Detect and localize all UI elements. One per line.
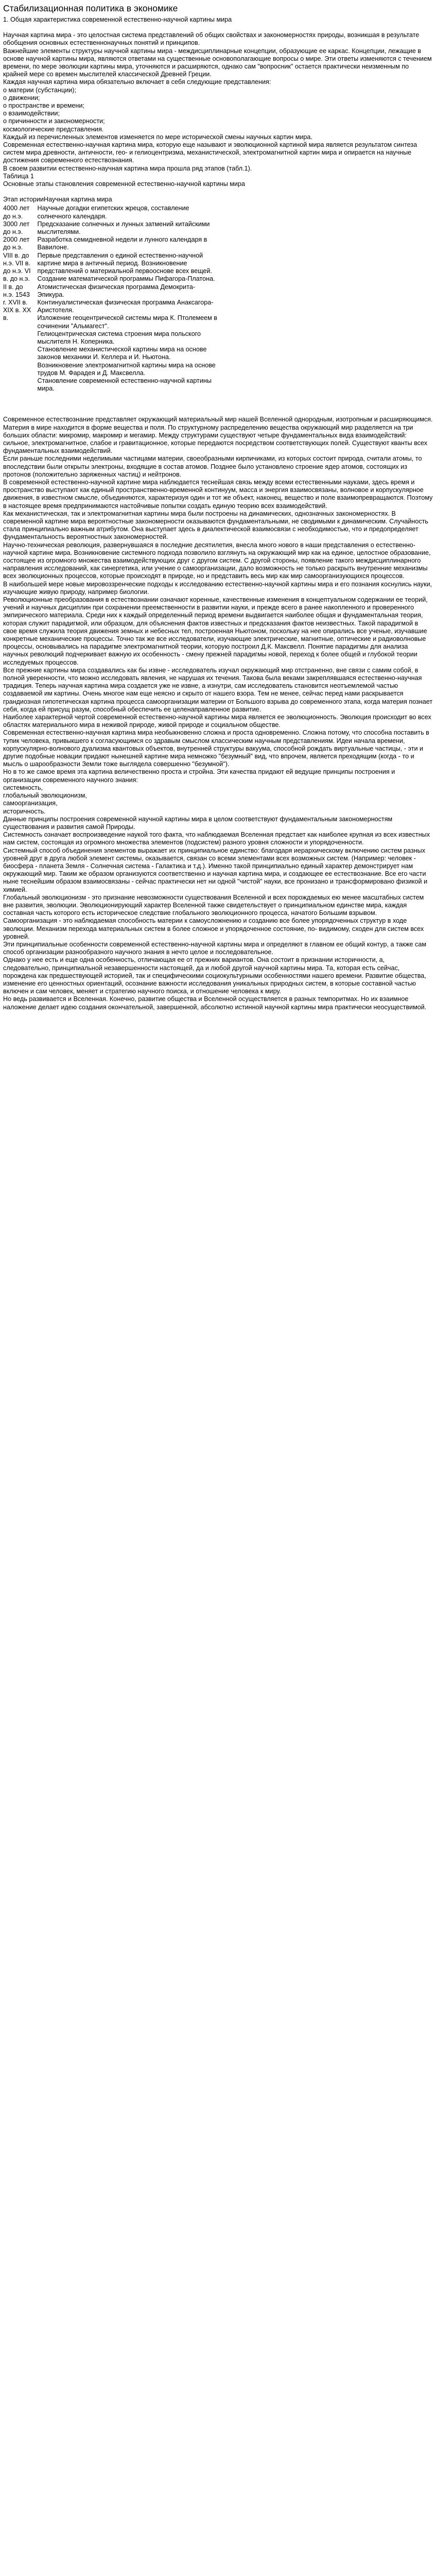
intro-paragraph: Научная картина мира - это целостная система представлений об общих свойствах и закономерностях природы, возникшая в результате обобщения основных естественнонаучных понятий и принципов. — [3, 31, 420, 47]
body-paragraph: Как механистическая, так и электромагнитная картины мира были построены на динамических, однозначных закономерностях. В современной картине мира вероятностные закономерности оказываются фундаментальными, не сводимыми к динамическим. Случайность стала принципиально важным атрибутом. Она выступает здесь в диалектической взаимосвязи с необходимостью, что и предопределяет фундаментальность вероятностных закономерностей. — [3, 510, 428, 541]
intro-paragraph: Каждая научная картина мира обязательно включает в себя следующие представления: — [3, 78, 271, 86]
intro-list-item: космологические представления. — [3, 125, 104, 133]
body-paragraph: Системность означает воспроизведение наукой того факта, что наблюдаемая Вселенная предстает как наиболее крупная из всех известных нам систем, состоящая из огромного множества элементов (подсистем) разного уровня сложности и упорядоченности. — [3, 831, 430, 846]
table-cell-dates: 4000 лет до н.э. 3000 лет до н.э. 2000 лет до н.э. VIII в. до н.э. VII в. до н.э. VI в. до н.э. II в. до н.э. 1543 г. XVII в. XIX в. XX в. — [3, 205, 31, 322]
table-cell-items — [38, 205, 219, 393]
list-item: Становление современной естественно-научной картины мира. — [37, 377, 212, 393]
list-item: Гелиоцентрическая система строения мира польского мыслителя Н. Коперника. — [37, 330, 201, 345]
intro-paragraph: Каждый из перечисленных элементов изменяется по мере исторической смены научных картин мира. — [3, 133, 312, 141]
body-paragraph: Системный способ объединения элементов выражает их принципиальное единство: благодаря иерархическому включению систем разных уровней друг в друга любой элемент системы, оказывается, связан со всеми элементами всех возможных систем. (Например: человек - биосфера - планета Земля - Солнечная система - Галактика и т.д.). Именно такой принципиально единый характер демонстрирует нам окружающий мир. Таким же образом организуются соответственно и научная картина мира, и создающее ее естествознание. Все его части ныне теснейшим образом взаимосвязаны - сейчас практически нет ни одной "чистой" науки, все пронизано и трансформировано физикой и химией. — [3, 846, 428, 893]
body-paragraph: Данные принципы построения современной научной картины мира в целом соответствуют фундаментальным закономерностям существования и развития самой Природы. — [3, 815, 393, 831]
body-list-item: системность, — [3, 784, 43, 791]
table-header: Этап историиНаучная картина мира — [3, 196, 112, 204]
body-paragraph: Научно-техническая революция, развернувшаяся в последние десятилетия, внесла много нового в наши представления о естественно-научной картине мира. Возникновение системного подхода позволило взглянуть на окружающий мир как на единое, целостное образование, состоящее из огромного множества взаимодействующих друг с другом систем. С другой стороны, появление такого междисциплинарного направления исследований, как синергетика, или учение о самоорганизации, дало возможность не только раскрыть внутренние механизмы всех эволюционных процессов, которые происходят в природе, но и представить весь мир как мир самоорганизующихся процессов. — [3, 541, 431, 580]
body-paragraph: В наибольшей мере новые мировоззренческие подходы к исследованию естественно-научной картины мира и его познания коснулись науки, изучающие живую природу, например биологии. — [3, 580, 432, 596]
spacer — [3, 408, 433, 416]
list-item: Изложение геоцентрической системы мира К. Птолемеем в сочинении "Альмагест". — [37, 314, 217, 330]
list-item: Научные догадки египетских жрецов, составление солнечного календаря. — [37, 205, 189, 220]
list-item: Создание математической программы Пифагора-Платона. — [37, 275, 215, 283]
list-item: Атомистическая физическая программа Демокрита-Эпикура. — [37, 283, 196, 298]
page-title: Стабилизационная политика в экономике — [3, 3, 178, 13]
body-paragraph: Революционные преобразования в естествознании означают коренные, качественные изменения в концептуальном содержании ее теорий, учений и научных дисциплин при сохранении преемственности в развитии науки, и прежде всего в ранее накопленного и проверенного эмпирического материала. Среди них к каждый определенный период времени выдвигается наиболее общая и фундаментальная теория, которая служит парадигмой, или образцом, для объяснения фактов известных и предсказания фактов неизвестных. Такой парадигмой в свое время служила теория движения земных и небесных тел, построенная Ньютоном, поскольку на нее опирались все ученые, изучавшие конкретные механические процессы. Точно так же все исследователи, изучающие электрические, магнитные, оптические и радиоволновые процессы, основывались на парадигме электромагнитной теории, которую построил Д.К. Максвелл. Понятие парадигмы для анализа научных революций подчеркивает важную их особенность - смену прежней парадигмы новой, переход к более общей и глубокой теории исследуемых процессов. — [3, 596, 428, 666]
intro-paragraph: Современная естественно-научная картина мира, которую еще называют и эволюционной картиной мира является результатом синтеза систем мира древности, античности, гео- и гелиоцентризма, механистической, электромагнитной картин мира и опирается на научные достижения современного естествознания. — [3, 141, 417, 164]
list-item: Континуалистическая физическая программа Анаксагора-Аристотеля. — [37, 298, 214, 314]
body-list-item: самоорганизация, — [3, 800, 58, 807]
intro-paragraph: В своем развитии естественно-научная картина мира прошла ряд этапов (табл.1). — [3, 164, 252, 172]
spacer — [3, 393, 433, 400]
stages-table — [3, 205, 219, 393]
table-row — [3, 205, 219, 393]
body-paragraph: Если раньше последними неделимыми частицами материи, своеобразными кирпичиками, из которых состоит природа, считали атомы, то впоследствии были открыты электроны, входящие в состав атомов. Позднее было установлено строение ядер атомов, состоящих из протонов (положительно заряженных частиц) и нейтронов. — [3, 455, 422, 478]
spacer — [3, 400, 433, 408]
document — [0, 0, 436, 1011]
body-paragraph: Но в то же самое время эта картина величественно проста и стройна. Эти качества придают ей ведущие принципы построения и организации современного научного знания: — [3, 768, 395, 784]
list-item: Предсказание солнечных и лунных затмений китайскими мыслителями. — [37, 220, 210, 236]
intro-list-item: о пространстве и времени; — [3, 102, 84, 110]
intro-list-item: о взаимодействии; — [3, 110, 60, 117]
list-item: Становление механистической картины мира на основе законов механики И. Келлера и И. Ньютона. — [37, 346, 207, 361]
body-paragraph: Глобальный эволюционизм - это признание невозможности существования Вселенной и всех порождаемых ею менее масштабных систем вне развития, эволюции. Эволюционирующий характер Вселенной также свидетельствует о принципиальном единстве мира, каждая составная часть которого есть историческое следствие глобального эволюционного процесса, начатого Большим взрывом. — [3, 893, 424, 917]
spacer — [3, 188, 433, 196]
body-list-item: глобальный эволюционизм, — [3, 792, 87, 800]
body-paragraph: Однако у нее есть и еще одна особенность, отличающая ее от прежних вариантов. Она состоит в признании историчности, а, следовательно, принципиальной незавершенности настоящей, да и любой другой научной картины мира. Та, которая есть сейчас, порождена как предшествующей историей, так и специфическими социокультурными особенностями нашего времени. Развитие общества, изменение его ценностных ориентаций, осознание важности исследования уникальных природных систем, в которые составной частью включен и сам человек, меняет и стратегию научного поиска, и отношение человека к миру. — [3, 956, 426, 995]
body-paragraph: Все прежние картины мира создавались как бы извне - исследователь изучал окружающий мир отстраненно, вне связи с самим собой, в полной уверенности, что можно исследовать явления, не нарушая их течения. Такова была веками закреплявшаяся естественно-научная традиция. Теперь научная картина мира создается уже не извне, а изнутри, сам исследователь становится неотъемлемой частью создаваемой им картины. Очень многое нам еще неясно и скрыто от нашего взора. Тем не менее, сейчас перед нами раскрывается грандиозная гипотетическая картина процесса самоорганизации материи от Большого взрыва до современного этапа, когда материя познает себя, когда ей присущ разум, способный обеспечить ее целенаправленное развитие. — [3, 666, 433, 713]
intro-list-item: о причинности и закономерности; — [3, 117, 105, 125]
body-paragraph: Самоорганизация - это наблюдаемая способность материи к самоусложнению и созданию все более упорядоченных структур в ходе эволюции. Механизм перехода материальных систем в более сложное и упорядоченное состояние, по- видимому, сходен для систем всех уровней. — [3, 917, 424, 940]
list-item: Первые представления о единой естественно-научной картине мира в античный период. Возникновение представлений о материальной первооснове всех вещей. — [37, 251, 212, 275]
intro-list-item: о материи (субстанции); — [3, 86, 76, 94]
list-item: Разработка семидневной недели и лунного календаря в Вавилоне. — [37, 236, 207, 251]
body-paragraph: Современное естествознание представляет окружающий материальный мир нашей Вселенной однородным, изотропным и расширяющимся. Материя в мире находится в форме вещества и поля. По структурному распределению вещества окружающий мир разделяется на три больших области: микромир, макромир и мегамир. Между структурами существуют четыре фундаментальных вида взаимодействий: сильное, электромагнитное, слабое и гравитационное, которые передаются посредством соответствующих полей. Существуют кванты всех фундаментальных взаимодействий. — [3, 416, 433, 455]
body-paragraph: В современной естественно-научной картине мира наблюдается теснейшая связь между всеми естественными науками, здесь время и пространство выступают как единый пространственно-временной континуум, масса и энергия взаимосвязаны, волновое и корпускулярное движения, в известном смысле, объединяются, характеризуя один и тот же объект, наконец, вещество и поле взаимопревращаются. Поэтому в настоящее время предпринимаются настойчивые попытки создать единую теорию всех взаимодействий. — [3, 478, 433, 510]
body-paragraph: Эти принципиальные особенности современной естественно-научной картины мира и определяют в главном ее общий контур, а также сам способ организации разнообразного научного знания в нечто целое и последовательное. — [3, 940, 426, 956]
body-paragraph: Но ведь развивается и Вселенная. Конечно, развитие общества и Вселенной осуществляется в разных темпоритмах. Но их взаимное наложение делает идею создания окончательной, завершенной, абсолютно истинной научной картины мира практически неосуществимой. — [3, 995, 427, 1011]
intro-list-item: о движении; — [3, 94, 40, 101]
body-paragraph: Наиболее характерной чертой современной естественно-научной картины мира является ее эволюционность. Эволюция происходит во всех областях материального мира в неживой природе, живой природе и социальном обществе. — [3, 714, 431, 729]
spacer — [3, 24, 433, 31]
section-heading: 1. Общая характеристика современной естественно-научной картины мира — [3, 16, 232, 23]
table-caption: Таблица 1 — [3, 172, 34, 180]
table-title: Основные этапы становления современной естественно-научной картины мира — [3, 180, 245, 188]
list-item: Возникновение электромагнитной картины мира на основе трудов М. Фарадея и Д. Максвелла. — [37, 361, 216, 377]
body-list-item: историчность. — [3, 807, 46, 815]
body-paragraph: Современная естественно-научная картина мира необыкновенно сложна и проста одновременно. Сложна потому, что способна поставить в тупик человека, привыкшего к согласующимся со здравым смыслом классическим научным представлениям. Идеи начала времени, корпускулярно-волнового дуализма квантовых объектов, внутренней структуры вакуума, способной рождать виртуальные частицы, - эти и другие подобные новации придают нынешней картине мира немножко "безумный" вид, что впрочем, является преходящим (когда - то и мысль о шарообразности Земли тоже выглядела совершенно "безумной"). — [3, 729, 429, 768]
intro-paragraph: Важнейшие элементы структуры научной картины мира - междисциплинарные концепции, образующие ее каркас. Концепции, лежащие в основе научной картины мира, являются ответами на существенные основополагающие вопросы о мире. Эти ответы изменяются с течением времени, по мере эволюции картины мира, уточняются и расширяются, однако сам "вопросник" остается практически неизменным по крайней мере со времен мыслителей классической Древней Греции. — [3, 47, 432, 78]
